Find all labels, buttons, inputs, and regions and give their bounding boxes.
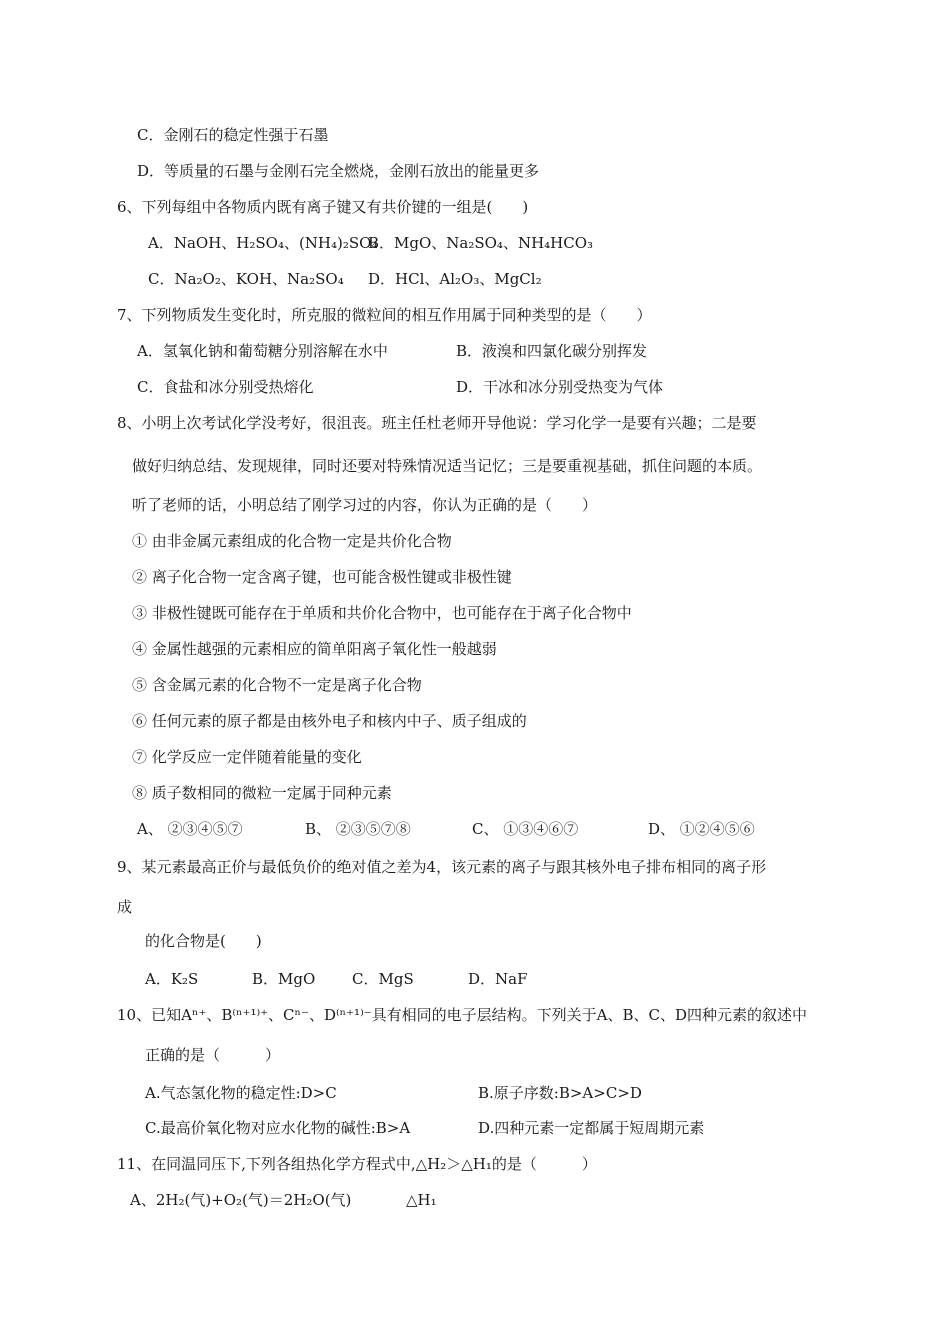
q11-option-a-equation: A、2H₂(气)+O₂(气)＝2H₂O(气) bbox=[130, 1191, 352, 1209]
q9-option-d: D．NaF bbox=[468, 970, 528, 988]
q8-stem-line2: 做好归纳总结、发现规律，同时还要对特殊情况适当记忆；三是要重视基础，抓住问题的本质。 bbox=[132, 457, 763, 475]
q8-stem-line3: 听了老师的话，小明总结了刚学习过的内容，你认为正确的是（ ） bbox=[132, 496, 598, 514]
q9-option-c: C．MgS bbox=[352, 970, 414, 988]
q8-statement-2: ② 离子化合物一定含离子键，也可能含极性键或非极性键 bbox=[132, 568, 512, 586]
q8-statement-1: ① 由非金属元素组成的化合物一定是共价化合物 bbox=[132, 532, 452, 550]
q8-statement-6: ⑥ 任何元素的原子都是由核外电子和核内中子、质子组成的 bbox=[132, 712, 527, 730]
q10-option-c: C.最高价氧化物对应水化物的碱性:B>A bbox=[145, 1119, 411, 1137]
q7-option-a: A．氢氧化钠和葡萄糖分别溶解在水中 bbox=[137, 342, 388, 360]
q5-option-c: C．金刚石的稳定性强于石墨 bbox=[137, 126, 329, 144]
q9-stem-line1: 9、某元素最高正价与最低负价的绝对值之差为4，该元素的离子与跟其核外电子排布相同的离子形 bbox=[117, 858, 767, 876]
q9-option-a: A．K₂S bbox=[145, 970, 199, 988]
q8-option-c: C、 ①③④⑥⑦ bbox=[472, 820, 579, 838]
q8-statement-4: ④ 金属性越强的元素相应的简单阳离子氧化性一般越弱 bbox=[132, 640, 497, 658]
q8-option-a: A、 ②③④⑤⑦ bbox=[137, 820, 243, 838]
q7-option-d: D．干冰和冰分别受热变为气体 bbox=[456, 378, 664, 396]
q6-option-d: D．HCl、Al₂O₃、MgCl₂ bbox=[368, 270, 542, 288]
q7-stem: 7、下列物质发生变化时，所克服的微粒间的相互作用属于同种类型的是（ ） bbox=[117, 306, 652, 324]
q9-option-b: B．MgO bbox=[252, 970, 316, 988]
q11-option-a-enthalpy: △H₁ bbox=[406, 1191, 437, 1209]
q9-stem-line2: 成 bbox=[117, 898, 133, 916]
q8-statement-8: ⑧ 质子数相同的微粒一定属于同种元素 bbox=[132, 784, 392, 802]
q6-stem: 6、下列每组中各物质内既有离子键又有共价键的一组是( ) bbox=[117, 198, 529, 216]
q5-option-d: D．等质量的石墨与金刚石完全燃烧，金刚石放出的能量更多 bbox=[137, 162, 540, 180]
q6-option-a: A．NaOH、H₂SO₄、(NH₄)₂SO₄ bbox=[148, 234, 378, 252]
q7-option-c: C．食盐和冰分别受热熔化 bbox=[137, 378, 314, 396]
q6-option-b: B．MgO、Na₂SO₄、NH₄HCO₃ bbox=[368, 234, 594, 252]
q10-option-a: A.气态氢化物的稳定性:D>C bbox=[145, 1084, 337, 1102]
q8-stem-line1: 8、小明上次考试化学没考好，很沮丧。班主任杜老师开导他说：学习化学一是要有兴趣；二是要 bbox=[117, 414, 757, 432]
q11-stem: 11、在同温同压下,下列各组热化学方程式中,△H₂＞△H₁的是（ ） bbox=[117, 1155, 597, 1173]
q10-option-d: D.四种元素一定都属于短周期元素 bbox=[478, 1119, 705, 1137]
q8-option-d: D、 ①②④⑤⑥ bbox=[648, 820, 755, 838]
q6-option-c: C．Na₂O₂、KOH、Na₂SO₄ bbox=[148, 270, 344, 288]
q10-option-b: B.原子序数:B>A>C>D bbox=[478, 1084, 642, 1102]
q8-statement-3: ③ 非极性键既可能存在于单质和共价化合物中，也可能存在于离子化合物中 bbox=[132, 604, 632, 622]
q8-option-b: B、 ②③⑤⑦⑧ bbox=[305, 820, 411, 838]
q7-option-b: B．液溴和四氯化碳分别挥发 bbox=[456, 342, 648, 360]
q9-stem-line3: 的化合物是( ) bbox=[145, 932, 262, 950]
q8-statement-7: ⑦ 化学反应一定伴随着能量的变化 bbox=[132, 748, 362, 766]
q10-stem-line1: 10、已知Aⁿ⁺、B⁽ⁿ⁺¹⁾⁺、Cⁿ⁻、D⁽ⁿ⁺¹⁾⁻具有相同的电子层结构。下列关于A、B、C、D四种元素的叙述中 bbox=[117, 1006, 808, 1024]
q10-stem-line2: 正确的是（ ） bbox=[145, 1046, 281, 1064]
q8-statement-5: ⑤ 含金属元素的化合物不一定是离子化合物 bbox=[132, 676, 422, 694]
